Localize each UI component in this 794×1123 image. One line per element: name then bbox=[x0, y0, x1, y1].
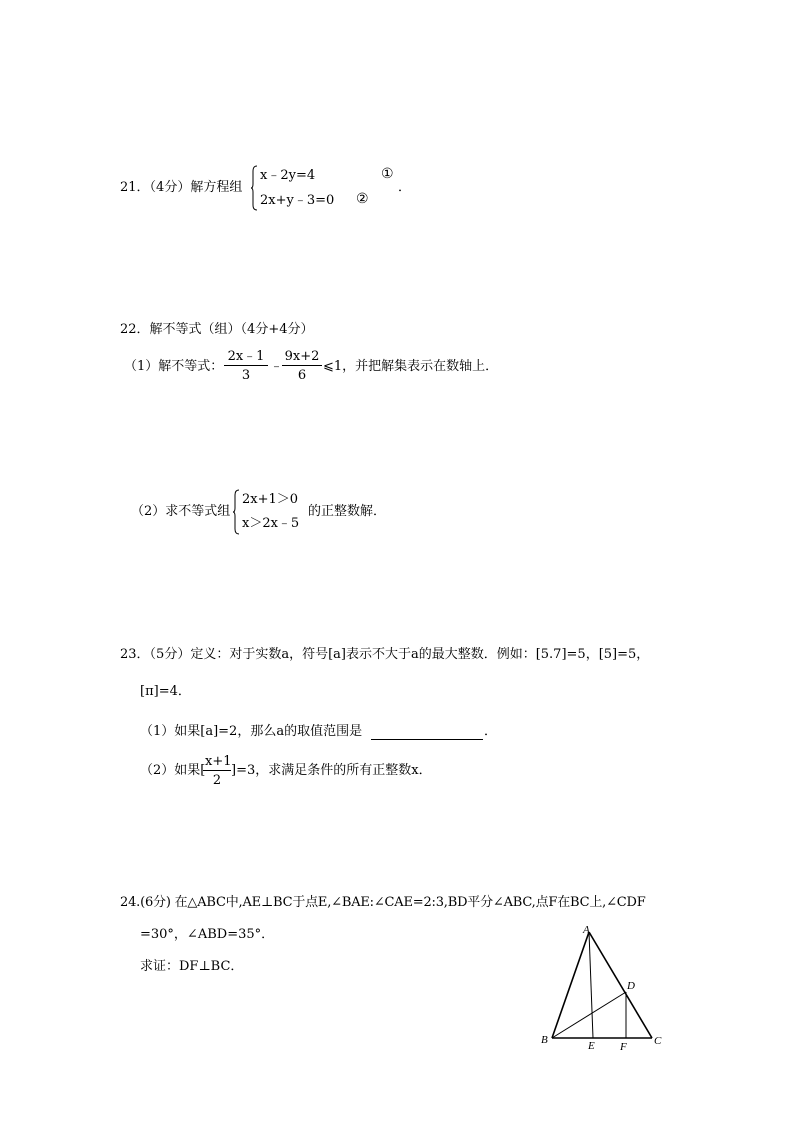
q22-part2-prefix: （2）求不等式组 bbox=[131, 504, 231, 519]
q21-suffix: ． bbox=[398, 180, 412, 195]
q21-mark-2: ② bbox=[356, 191, 369, 207]
label-b: B bbox=[541, 1034, 548, 1046]
q24-line-2: =30°，∠ABD=35°． bbox=[140, 927, 275, 942]
q21-prefix: 21．（4分）解方程组 bbox=[120, 180, 243, 195]
q22-part1-suffix: ⩽1，并把解集表示在数轴上． bbox=[323, 359, 499, 374]
q23-fraction-numerator: x+1 bbox=[205, 754, 232, 769]
q22-system-inequality-1: 2x+1＞0 bbox=[242, 492, 299, 507]
q23-fraction-denominator: 2 bbox=[212, 773, 222, 788]
q22-fraction-2 bbox=[282, 350, 322, 382]
label-e: E bbox=[588, 1040, 595, 1052]
q23-answer-blank bbox=[371, 738, 483, 740]
label-f: F bbox=[620, 1041, 627, 1053]
label-a: A bbox=[583, 924, 590, 936]
q23-part2-prefix: （2）如果[ bbox=[140, 763, 206, 778]
q23-part1-suffix: ． bbox=[484, 724, 498, 739]
q21-equation-2: 2x+y﹣3=0 bbox=[260, 193, 335, 208]
q22-fraction-2-denominator: 6 bbox=[297, 368, 307, 383]
q22-part1-prefix: （1）解不等式： bbox=[124, 359, 224, 374]
q23-fraction bbox=[203, 755, 231, 787]
bisector-bd bbox=[552, 992, 626, 1038]
left-brace-icon bbox=[233, 489, 240, 535]
side-ac bbox=[589, 932, 652, 1038]
q23-part2-suffix: ]=3，求满足条件的所有正整数x． bbox=[231, 763, 432, 778]
q22-title: 22．解不等式（组）（4分+4分） bbox=[120, 322, 314, 337]
side-ab bbox=[552, 932, 589, 1038]
label-c: C bbox=[654, 1035, 662, 1047]
q24-line-3: 求证：DF⊥BC． bbox=[140, 959, 244, 974]
altitude-ae bbox=[589, 932, 593, 1038]
q22-system-inequality-2: x＞2x﹣5 bbox=[242, 516, 300, 531]
q23-line-2: [π]=4． bbox=[140, 684, 191, 699]
q22-minus: ﹣ bbox=[270, 359, 284, 374]
q22-fraction-1-denominator: 3 bbox=[241, 368, 251, 383]
label-d: D bbox=[627, 980, 635, 992]
left-brace-icon bbox=[251, 165, 258, 211]
q22-part2-suffix: 的正整数解． bbox=[308, 504, 387, 519]
triangle-figure bbox=[530, 918, 680, 1058]
q22-fraction-1-numerator: 2x﹣1 bbox=[224, 350, 268, 366]
q22-fraction-2-numerator: 9x+2 bbox=[282, 350, 322, 366]
q22-fraction-1 bbox=[224, 350, 268, 382]
q23-line-1: 23．（5分）定义：对于实数a，符号[a]表示不大于a的最大整数．例如：[5.7]=5，[5]=5， bbox=[120, 647, 650, 662]
q23-part1-prefix: （1）如果[a]=2，那么a的取值范围是 bbox=[140, 724, 363, 739]
q21-mark-1: ① bbox=[381, 166, 394, 182]
q24-line-1: 24.(6分) 在△ABC中,AE⊥BC于点E,∠BAE:∠CAE=2:3,BD平分∠ABC,点F在BC上,∠CDF bbox=[120, 895, 646, 910]
q21-equation-1: x﹣2y=4 bbox=[260, 168, 316, 183]
